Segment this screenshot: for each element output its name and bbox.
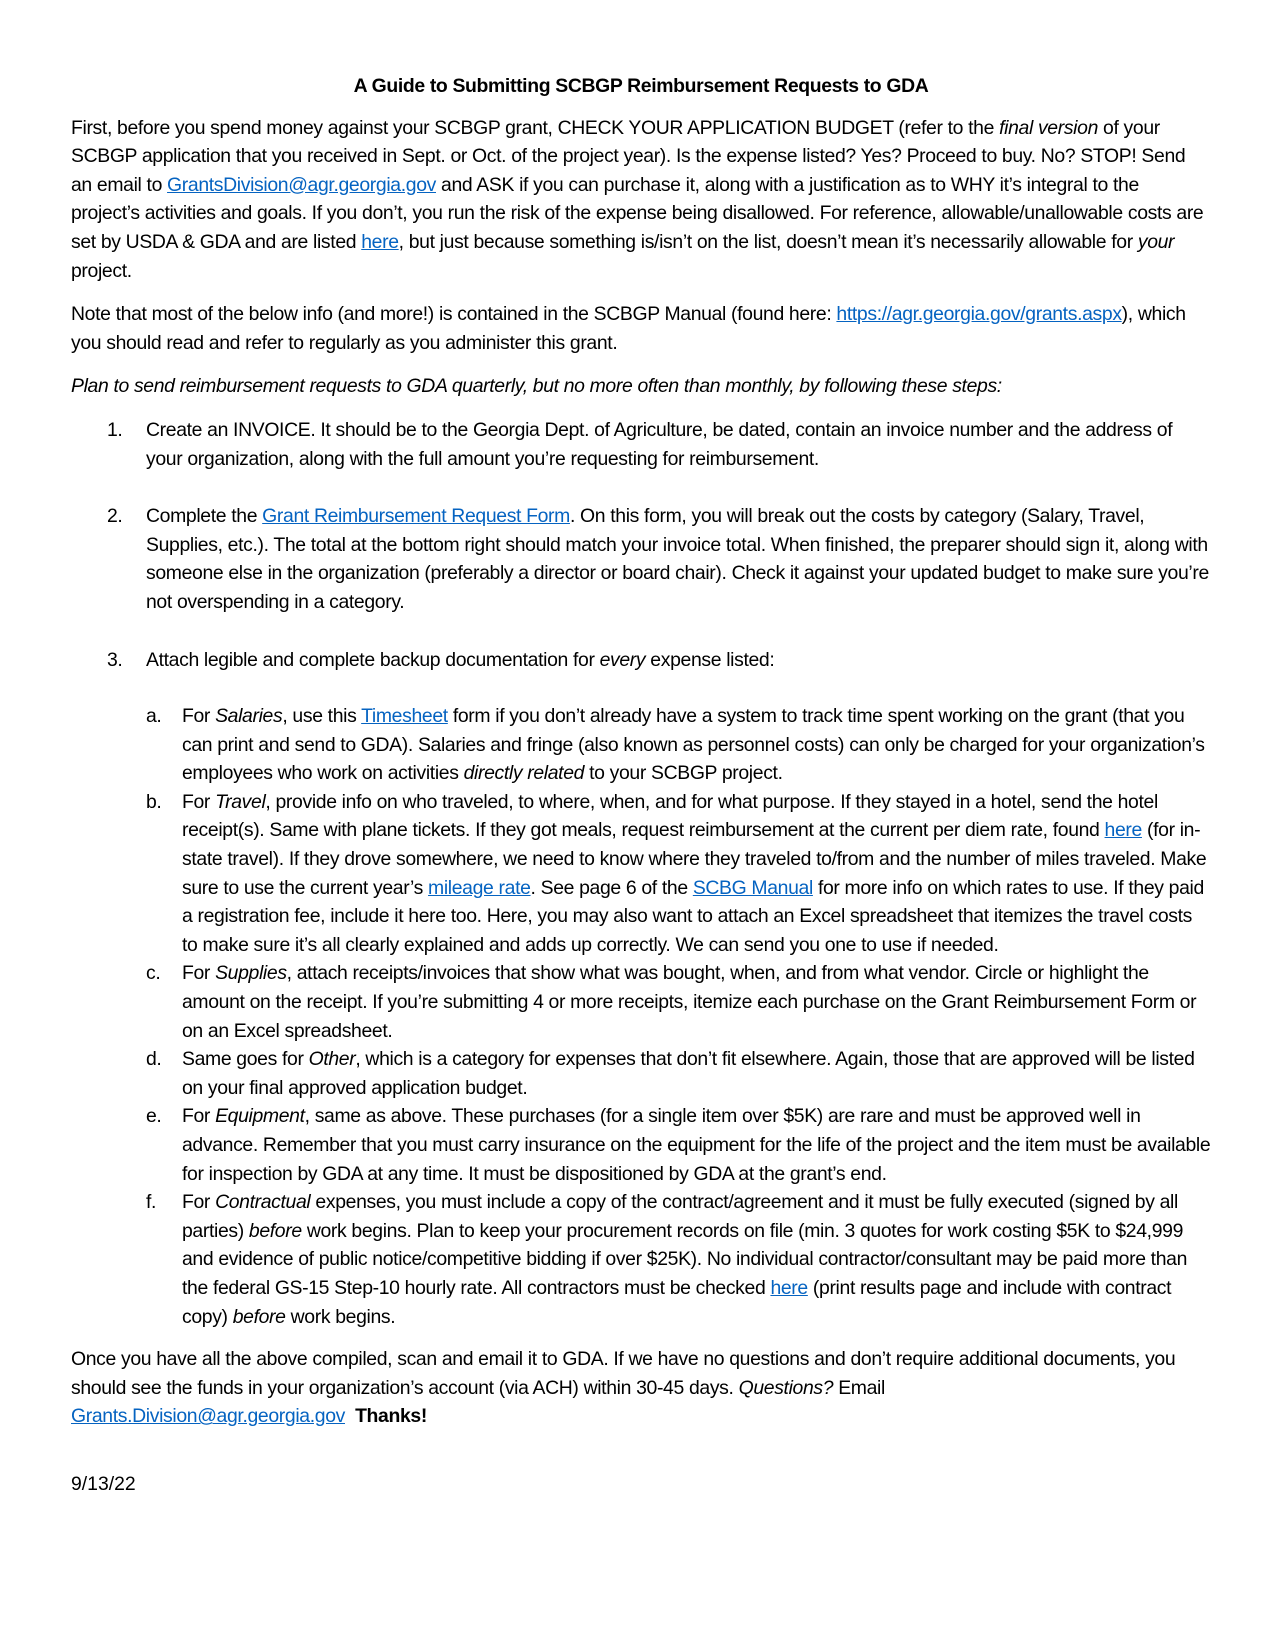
sub-item-letter: a. xyxy=(146,705,162,728)
per-diem-here-link[interactable]: here xyxy=(1104,819,1142,842)
sub-item-letter: e. xyxy=(146,1105,162,1128)
grant-reimbursement-request-form-link[interactable]: Grant Reimbursement Request Form xyxy=(262,505,570,528)
document-date: 9/13/22 xyxy=(71,1473,136,1495)
grants-division-email-link[interactable]: GrantsDivision@agr.georgia.gov xyxy=(167,173,436,196)
sub-item-letter: b. xyxy=(146,790,162,813)
manual-note-paragraph: Note that most of the below info (and more!) is contained in the SCBGP Manual (found here: https://agr.georgia.gov/grants.aspx), which you should read and refer to regularly as you administer this grant. xyxy=(71,303,1186,354)
plan-statement: Plan to send reimbursement requests to GDA quarterly, but no more often than monthly, by following these steps: xyxy=(71,375,1002,398)
step-number: 1. xyxy=(107,418,123,441)
sub-item-other: d. Same goes for Other, which is a category for expenses that don’t fit elsewhere. Again, those that are approved will be listed on your final approved application budget. xyxy=(146,1045,1211,1102)
sub-item-salaries: a. For Salaries, use this Timesheet form if you don’t already have a system to track time spent working on the grant (that you can print and send to GDA). Salaries and fringe (also known as personnel costs) can only be charged for your organization’s employees who work on activities directly related to your SCBGP project. xyxy=(146,702,1211,788)
grants-division-contact-email-link[interactable]: Grants.Division@agr.georgia.gov xyxy=(71,1405,345,1428)
sub-item-contractual: f. For Contractual expenses, you must include a copy of the contract/agreement and it must be fully executed (signed by all parties) before work begins. Plan to keep your procurement records on file (min. 3 quotes for work costing $5K to $24,999 and evidence of public notice/competitive bidding if over $25K). No individual contractor/consultant may be paid more than the federal GS-15 Step-10 hourly rate. All contractors must be checked here (print results page and include with contract copy) before work begins. xyxy=(146,1188,1211,1331)
intro-paragraph: First, before you spend money against your SCBGP grant, CHECK YOUR APPLICATION BUDGET (refer to the final version of your SCBGP application that you received in Sept. or Oct. of the project year). Is the expense listed? Yes? Proceed to buy. No? STOP! Send an email to GrantsDivision@agr.georgia.gov and ASK if you can purchase it, along with a justification as to WHY it’s integral to the project’s activities and goals. If you don’t, you run the risk of the expense being disallowed. For reference, allowable/unallowable costs are set by USDA & GDA and are listed here, but just because something is/isn’t on the list, doesn’t mean it’s necessarily allowable for your project. xyxy=(71,116,1204,282)
page-title: A Guide to Submitting SCBGP Reimbursement Requests to GDA xyxy=(353,75,929,97)
contractor-check-here-link[interactable]: here xyxy=(770,1276,808,1299)
step-number: 2. xyxy=(107,505,123,528)
sub-item-letter: f. xyxy=(146,1191,157,1214)
sub-item-letter: c. xyxy=(146,962,161,985)
step-item-backup-documentation xyxy=(71,646,1211,1332)
expense-category-list xyxy=(146,702,1211,1331)
allowable-costs-here-link[interactable]: here xyxy=(361,230,399,253)
step-text: Attach legible and complete backup documentation for every expense listed: xyxy=(146,648,775,671)
thanks-text: Thanks! xyxy=(355,1405,427,1428)
sub-item-supplies: c. For Supplies, attach receipts/invoices that show what was bought, when, and from what vendor. Circle or highlight the amount on the receipt. If you’re submitting 4 or more receipts, itemize each purchase on the Grant Reimbursement Form or on an Excel spreadsheet. xyxy=(146,959,1211,1045)
sub-item-letter: d. xyxy=(146,1048,162,1071)
mileage-rate-link[interactable]: mileage rate xyxy=(428,876,531,899)
step-number: 3. xyxy=(107,648,123,671)
scbg-manual-link[interactable]: SCBG Manual xyxy=(692,876,813,899)
step-item-reimbursement-form: 2. Complete the Grant Reimbursement Request Form. On this form, you will break out the costs by category (Salary, Travel, Supplies, etc.). The total at the bottom right should match your invoice total. When finished, the preparer should sign it, along with someone else in the organization (preferably a director or board chair). Check it against your updated budget to make sure you’re not overspending in a category. xyxy=(71,502,1211,616)
step-text: Create an INVOICE. It should be to the Georgia Dept. of Agriculture, be dated, contain an invoice number and the address of your organization, along with the full amount you’re requesting for reimbursement. xyxy=(146,418,1173,470)
timesheet-link[interactable]: Timesheet xyxy=(361,705,448,728)
sub-item-travel: b. For Travel, provide info on who traveled, to where, when, and for what purpose. If they stayed in a hotel, send the hotel receipt(s). Same with plane tickets. If they got meals, request reimbursement at the current per diem rate, found here (for in-state travel). If they drove somewhere, we need to know where they traveled to/from and the number of miles traveled. Make sure to use the current year’s mileage rate. See page 6 of the SCBG Manual for more info on which rates to use. If they paid a registration fee, include it here too. Here, you may also want to attach an Excel spreadsheet that itemizes the travel costs to make sure it’s all clearly explained and adds up correctly. We can send you one to use if needed. xyxy=(146,788,1211,960)
closing-paragraph: Once you have all the above compiled, scan and email it to GDA. If we have no questions and don’t require additional documents, you should see the funds in your organization’s account (via ACH) within 30-45 days. Questions? Email Grants.Division@agr.georgia.gov Thanks! xyxy=(71,1348,1176,1428)
steps-list xyxy=(71,416,1211,1331)
scbgp-manual-url-link[interactable]: https://agr.georgia.gov/grants.aspx xyxy=(836,303,1122,326)
document-page xyxy=(71,72,1211,1446)
step-item-invoice xyxy=(71,416,1211,473)
sub-item-equipment: e. For Equipment, same as above. These purchases (for a single item over $5K) are rare and must be approved well in advance. Remember that you must carry insurance on the equipment for the life of the project and the item must be available for inspection by GDA at any time. It must be dispositioned by GDA at the grant’s end. xyxy=(146,1102,1211,1188)
